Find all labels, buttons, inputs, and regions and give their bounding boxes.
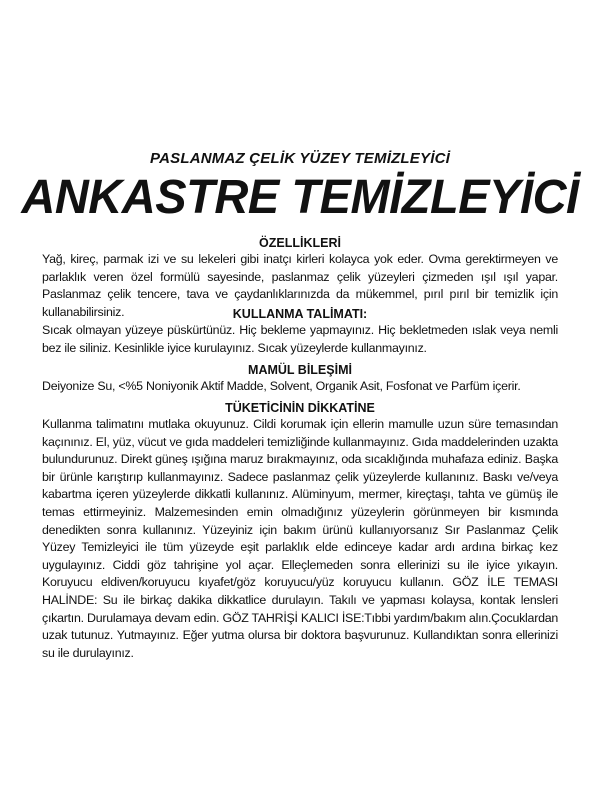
composition-heading: MAMÜL BİLEŞİMİ <box>248 363 352 377</box>
warnings-heading: TÜKETİCİNİN DİKKATİNE <box>225 401 375 415</box>
composition-section <box>42 362 558 396</box>
usage-text: Sıcak olmayan yüzeye püskürtünüz. Hiç bekleme yapmayınız. Hiç bekletmeden ıslak veya nemli bez ile siliniz. Kesinlikle iyice kurulayınız. Sıcak yüzeylerde kullanmayınız. <box>42 323 558 355</box>
features-heading: ÖZELLİKLERİ <box>259 236 341 250</box>
usage-heading: KULLANMA TALİMATI: <box>232 307 368 321</box>
warnings-section <box>42 400 558 662</box>
composition-text: Deiyonize Su, <%5 Noniyonik Aktif Madde, Solvent, Organik Asit, Fosfonat ve Parfüm içerir. <box>42 379 521 393</box>
features-text: Yağ, kireç, parmak izi ve su lekeleri gibi inatçı kirleri kolayca yok eder. Ovma gerektirmeyen ve parlaklık veren özel formülü sayesinde, paslanmaz çelik yüzeyleri çizmeden ışıl ışıl yapar. Paslanmaz çelik tencere, tava ve çaydanlıklarınızda da mükemmel, pırıl pırıl bir temizlik için kullanabilirsiniz. <box>42 252 558 319</box>
usage-section <box>42 306 558 357</box>
product-title: ANKASTRE TEMİZLEYİCİ <box>21 171 579 224</box>
warnings-text: Kullanma talimatını mutlaka okuyunuz. Cildi korumak için ellerin mamulle uzun süre temasından kaçınınız. El, yüz, vücut ve gıda maddeleri temizliğinde kullanmayınız. Gıda maddelerinden uzakta bulundurunuz. Direkt güneş ışığına maruz bırakmayınız, oda sıcaklığında muhafaza ediniz. Başka bir ürünle karıştırıp kullanmayınız. Sadece paslanmaz çelik yüzeylerde kullanınız. Baskı ve/veya kabartma içeren yüzeylerde dikkatli kullanınız. Alüminyum, mermer, kireçtaşı, tahta ve gümüş ile temas ettirmeyiniz. Malzemesinden emin olmadığınız yüzeylerin görünmeyen bir kısmında denedikten sonra kullanınız. Yüzeyiniz için bakım ürünü kullanıyorsanız Sır Paslanmaz Çelik Yüzey Temizleyici ile tüm yüzeyde eşit parlaklık elde edinceye kadar ardı ardına birkaç kez uygulayınız. Ciddi göz tahrişine yol açar. Elleçlemeden sonra ellerinizi su ile iyice yıkayın. Koruyucu eldiven/koruyucu kıyafet/göz koruyucu/yüz koruyucu kullanın. GÖZ İLE TEMASI HALİNDE: Su ile birkaç dakika dikkatlice durulayın. Takılı ve yapması kolaysa, kontak lensleri çıkartın. Durulamaya devam edin. GÖZ TAHRİŞİ KALICI İSE:Tıbbi yardım/bakım alın.Çocuklardan uzak tutunuz. Yutmayınız. Eğer yutma olursa bir doktora başvurunuz. Kullandıktan sonra ellerinizi su ile durulayınız. <box>42 417 558 660</box>
product-subtitle: PASLANMAZ ÇELİK YÜZEY TEMİZLEYİCİ <box>150 150 450 167</box>
